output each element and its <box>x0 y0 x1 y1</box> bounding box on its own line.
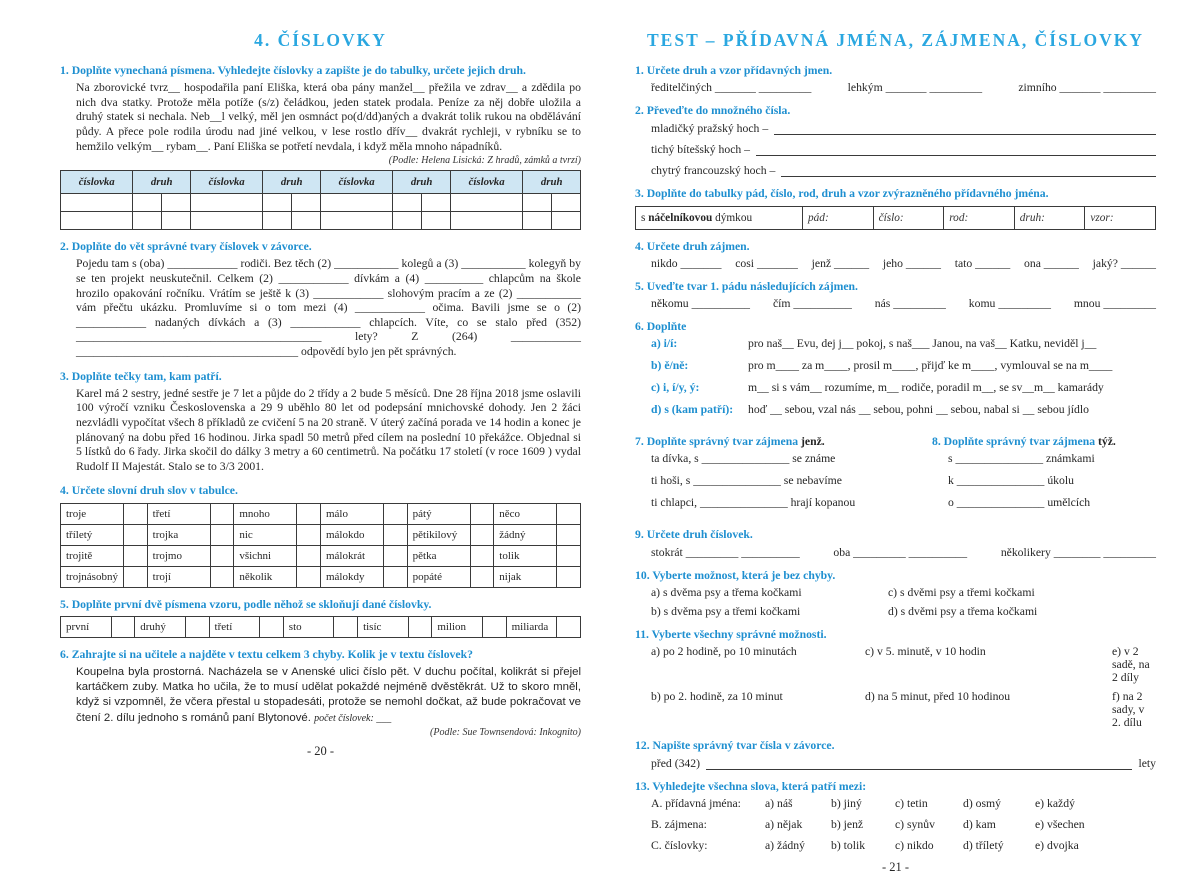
q3-row <box>636 206 1156 229</box>
ex4-blank-cell <box>384 503 408 524</box>
exercise-6-text <box>60 665 581 726</box>
q10-rows <box>635 586 1156 618</box>
ex1-blank-cell <box>393 194 422 212</box>
ex4-blank-cell <box>210 524 234 545</box>
exercise-1 <box>60 63 581 230</box>
ex5-word-cell: druhý <box>135 616 186 637</box>
ex4-blank-cell <box>557 545 581 566</box>
q2-lines <box>635 122 1156 177</box>
q11-option: b) po 2. hodině, za 10 minut <box>651 690 783 704</box>
q10-row <box>635 586 1156 599</box>
q13-option: d) kam <box>963 818 996 832</box>
ex4-word-cell: málokrát <box>320 545 383 566</box>
ex4-blank-cell <box>470 545 494 566</box>
exercise-5-heading: 5. Doplňte první dvě písmena vzoru, podle něhož se skloňují dané číslovky. <box>60 597 432 611</box>
ex4-word-cell: málokdy <box>320 566 383 587</box>
q13-option: c) synův <box>895 818 935 832</box>
q13-option: c) tetin <box>895 797 928 811</box>
ex1-blank-cell <box>450 194 522 212</box>
q13-option: e) všechen <box>1035 818 1085 832</box>
ex4-blank-cell <box>557 524 581 545</box>
q8-line: o _______________ umělcích <box>947 496 1091 510</box>
ex4-blank-cell <box>210 503 234 524</box>
q11-option: c) v 5. minutě, v 10 hodin <box>865 645 986 659</box>
q9-line-seg: několikery ________ _________ <box>1000 545 1156 559</box>
ex1-col-druh: druh <box>263 171 321 194</box>
q13-option: a) žádný <box>765 839 805 853</box>
q4-line-seg: nikdo _______ <box>651 256 722 270</box>
q10-option: b) s dvěma psy a třemi kočkami <box>651 604 801 618</box>
ex5-blank-cell <box>408 616 432 637</box>
q6-text: pro m____ za m____, prosil m____, přijď ke m____, vymlouval se na m____ <box>748 359 1113 373</box>
exercise-2-heading: 2. Doplňte do vět správné tvary číslovek v závorce. <box>60 240 312 254</box>
q12-line <box>635 757 1156 770</box>
q11-rows <box>635 645 1156 729</box>
question-4 <box>635 239 1156 270</box>
q8-line: s _______________ známkami <box>947 452 1095 466</box>
ex1-blank-cell <box>292 194 321 212</box>
ex4-blank-cell <box>210 566 234 587</box>
q2-blank-line <box>774 122 1156 135</box>
exercise-3-heading: 3. Doplňte tečky tam, kam patří. <box>60 369 222 383</box>
ex1-col-cislovka: číslovka <box>190 171 262 194</box>
question-10-heading: 10. Vyberte možnost, která je bez chyby. <box>635 568 836 582</box>
q2-blank-line <box>781 164 1156 177</box>
ex1-blank-cell <box>61 194 133 212</box>
ex5-blank-cell <box>482 616 506 637</box>
q2-line-text: chytrý francouzský hoch – <box>651 164 776 178</box>
question-4-heading: 4. Určete druh zájmen. <box>635 239 750 253</box>
ex4-row <box>61 545 581 566</box>
q11-option: a) po 2 hodině, po 10 minutách <box>651 645 797 659</box>
question-11 <box>635 627 1156 729</box>
ex1-blank-cell <box>162 194 191 212</box>
exercise-6-source: (Podle: Sue Townsendová: Inkognito) <box>430 726 581 738</box>
ex1-blank-cell <box>190 212 262 230</box>
ex4-blank-cell <box>297 545 321 566</box>
exercise-3-text: Karel má 2 sestry, jedné sestře je 7 let a půjde do 2 třídy a 2 bude 5 měsíců. Dne 28 října 2018 jsme oslavili 100 výročí vzniku Československa a 29 9 uběhlo 80 let od podepsání mnichovské dohody. Jen 2 žáci nezvládli vypočítat všech 8 příkladů ze cvičení 5 na 20 straně. V úterý začíná porada ve 14 hodin a konec je plánovaný na dobu před 16 hodinou. Jirka spadl 50 metrů před cílem na poslední 10 překážce. Objednal si 5 lístků do 6 řady. Jirka skočil do dálky 3 metry a 60 centimetrů. Na počátku 17 století (v roce 1609 ) vydal Rudolf II Majestát. Stalo se to 3/3 2001. <box>76 386 581 473</box>
q12-post: lety <box>1138 757 1156 771</box>
q6-row <box>635 359 1156 372</box>
q5-line-seg: čím __________ <box>772 297 852 311</box>
exercise-6-body: Koupelna byla prostorná. Nacházela se v Anenské ulici číslo pět. V duchu počítal, kolikrát si přejel kartáčkem zuby. Matka ho učila, že to musí udělat pokaždé nejméně dvěstěkrát. Už to skoro mněl, když si vzpomněl, že včera přestal u stopadesáti, protože se nemohl dočkat, až bude pokračovat ve čtení 2. dílu jednoho s románů paní Blytonové. <box>76 665 581 724</box>
q3-field-cell: číslo: <box>873 206 944 229</box>
question-9 <box>635 527 1156 558</box>
ex1-col-druh: druh <box>393 171 451 194</box>
q10-row <box>635 605 1156 618</box>
q6-row <box>635 381 1156 394</box>
q11-row <box>635 690 1156 729</box>
ex5-word-cell: milion <box>432 616 483 637</box>
ex4-word-cell: troje <box>61 503 124 524</box>
right-page <box>635 26 1156 875</box>
q8-line: k _______________ úkolu <box>947 474 1074 488</box>
left-page-number: - 20 - <box>306 743 335 758</box>
q11-option: e) v 2 sadě, na 2 díly <box>1112 645 1150 685</box>
q13-option: a) náš <box>765 797 793 811</box>
ex5-row <box>61 616 581 637</box>
q7-line: ta dívka, s _______________ se známe <box>651 452 836 466</box>
ex4-table <box>60 503 581 588</box>
ex1-col-druh: druh <box>133 171 191 194</box>
question-12-heading: 12. Napište správný tvar čísla v závorce. <box>635 739 835 753</box>
ex5-word-cell: miliarda <box>506 616 557 637</box>
q6-label: b) ě/ně: <box>651 359 689 373</box>
q13-option: b) tolik <box>831 839 866 853</box>
q13-option: b) jenž <box>831 818 864 832</box>
question-11-heading: 11. Vyberte všechny správné možnosti. <box>635 627 827 641</box>
ex5-word-cell: sto <box>283 616 334 637</box>
ex4-blank-cell <box>210 545 234 566</box>
ex4-word-cell: tříletý <box>61 524 124 545</box>
q13-row <box>635 797 1156 810</box>
ex4-word-cell: všichni <box>234 545 297 566</box>
ex4-blank-cell <box>297 503 321 524</box>
ex1-blank-cell <box>162 212 191 230</box>
q3-label-cell: s náčelníkovou dýmkou <box>636 206 803 229</box>
ex1-col-cislovka: číslovka <box>320 171 392 194</box>
q2-line <box>635 164 1156 177</box>
ex1-header-row <box>61 171 581 194</box>
q4-line-seg: jaký? ______ <box>1092 256 1156 270</box>
ex5-table <box>60 616 581 638</box>
ex4-row <box>61 566 581 587</box>
ex4-word-cell: mnoho <box>234 503 297 524</box>
q2-blank-line <box>756 143 1156 156</box>
question-6-heading: 6. Doplňte <box>635 320 687 334</box>
ex4-blank-cell <box>470 503 494 524</box>
q1-line-seg: lehkým _______ _________ <box>847 81 983 95</box>
ex4-word-cell: pětka <box>407 545 470 566</box>
question-13-heading: 13. Vyhledejte všechna slova, která patří mezi: <box>635 780 867 794</box>
exercise-6-heading: 6. Zahrajte si na učitele a najděte v textu celkem 3 chyby. Kolik je v textu číslovek? <box>60 647 473 661</box>
q4-line-seg: tato ______ <box>954 256 1011 270</box>
ex4-blank-cell <box>297 566 321 587</box>
ex4-blank-cell <box>384 524 408 545</box>
q4-line <box>635 257 1156 270</box>
question-5 <box>635 279 1156 310</box>
q13-row <box>635 839 1156 852</box>
ex1-blank-cell <box>393 212 422 230</box>
q10-option: d) s dvěmi psy a třema kočkami <box>888 604 1038 618</box>
q1-line-seg: zimního _______ _________ <box>1018 81 1156 95</box>
ex4-word-cell: něco <box>494 503 557 524</box>
exercise-3 <box>60 369 581 475</box>
ex4-word-cell: nic <box>234 524 297 545</box>
q6-text: m__ si s vám__ rozumíme, m__ rodiče, poradil m__, se sv__m__ kamarády <box>748 381 1104 395</box>
ex4-word-cell: nijak <box>494 566 557 587</box>
ex4-word-cell: trojka <box>147 524 210 545</box>
q5-line <box>635 297 1156 310</box>
q13-label: B. zájmena: <box>651 818 707 832</box>
ex5-blank-cell <box>334 616 358 637</box>
ex4-blank-cell <box>124 545 148 566</box>
q3-field-cell: pád: <box>803 206 874 229</box>
q4-line-seg: jenž ______ <box>811 256 870 270</box>
q6-label: d) s (kam patří): <box>651 403 734 417</box>
question-10 <box>635 568 1156 618</box>
ex4-word-cell: trojnásobný <box>61 566 124 587</box>
right-page-title: TEST – PŘÍDAVNÁ JMÉNA, ZÁJMENA, ČÍSLOVKY <box>647 30 1144 50</box>
ex4-word-cell: žádný <box>494 524 557 545</box>
q12-pre: před (342) <box>651 757 701 771</box>
exercise-1-source: (Podle: Helena Lisická: Z hradů, zámků a tvrzí) <box>388 155 581 167</box>
question-2 <box>635 103 1156 177</box>
q5-line-seg: nás _________ <box>874 297 946 311</box>
ex1-blank-cell <box>523 212 552 230</box>
q6-text: hoď __ sebou, vzal nás __ sebou, pohni __ sebou, nabal si __ sebou jídlo <box>748 403 1089 417</box>
ex4-blank-cell <box>297 524 321 545</box>
ex1-blank-cell <box>552 194 581 212</box>
ex4-blank-cell <box>124 524 148 545</box>
question-9-heading: 9. Určete druh číslovek. <box>635 528 753 542</box>
ex4-blank-cell <box>470 524 494 545</box>
q13-label: C. číslovky: <box>651 839 708 853</box>
q6-text: pro naš__ Evu, dej j__ pokoj, s naš___ Janou, na vaš__ Katku, neviděl j__ <box>748 337 1097 351</box>
q2-line <box>635 143 1156 156</box>
ex4-word-cell: málo <box>320 503 383 524</box>
q13-option: e) každý <box>1035 797 1075 811</box>
ex4-word-cell: pátý <box>407 503 470 524</box>
q13-option: b) jiný <box>831 797 862 811</box>
exercise-1-heading: 1. Doplňte vynechaná písmena. Vyhledejte číslovky a zapište je do tabulky, určete jejich druh. <box>60 64 526 77</box>
ex4-word-cell: třetí <box>147 503 210 524</box>
questions-7-8 <box>635 425 1156 518</box>
q6-label: a) i/í: <box>651 337 678 351</box>
q13-label: A. přídavná jména: <box>651 797 741 811</box>
ex5-word-cell: první <box>61 616 112 637</box>
ex1-blank-row <box>61 194 581 212</box>
question-12 <box>635 738 1156 770</box>
ex1-blank-cell <box>523 194 552 212</box>
question-5-heading: 5. Uveďte tvar 1. pádu následujících zájmen. <box>635 279 858 293</box>
question-1 <box>635 63 1156 94</box>
q9-line-seg: oba _________ __________ <box>833 545 968 559</box>
q3-field-cell: druh: <box>1014 206 1085 229</box>
q12-blank-line <box>706 757 1132 770</box>
left-page <box>60 26 581 875</box>
ex4-blank-cell <box>557 503 581 524</box>
ex4-blank-cell <box>124 503 148 524</box>
ex5-word-cell: třetí <box>209 616 260 637</box>
q1-line <box>635 81 1156 94</box>
q5-line-seg: mnou _________ <box>1073 297 1156 311</box>
ex4-word-cell: tolik <box>494 545 557 566</box>
q3-table <box>635 206 1156 230</box>
ex1-blank-cell <box>422 212 451 230</box>
q13-option: e) dvojka <box>1035 839 1079 853</box>
question-8-heading: 8. Doplňte správný tvar zájmena týž. <box>931 435 1116 449</box>
question-8 <box>932 425 1156 518</box>
q3-field-cell: rod: <box>944 206 1015 229</box>
ex1-blank-cell <box>190 194 262 212</box>
exercise-1-text: Na zborovické tvrz__ hospodařila paní Eliška, která oba pány manžel__ přežila ve zdrav__ a zdědila po nich dva statky. Protože měla potíže (s/z) čeládkou, jeden statek prodala. Peníze za něj dobře uložila a druhý statek si nechala. Neb__l velký, měl jen osmnáct po(d/dd)aných a dvakrát tolik rukou na obdělávání půdy. A přece pole rodila úrodu nad jiné velkou, v lese rostlo dřív__ dvakrát rychleji, v rybníku se to hemžilo velkým__ rybam__. Paní Eliška se potřetí nevdala, i když měla mnoho nápadníků. <box>76 81 581 153</box>
ex1-blank-cell <box>320 194 392 212</box>
q1-line-seg: ředitelčiných _______ _________ <box>651 81 812 95</box>
ex1-col-cislovka: číslovka <box>61 171 133 194</box>
q2-line <box>635 122 1156 135</box>
ex4-word-cell: málokdo <box>320 524 383 545</box>
ex1-col-druh: druh <box>523 171 581 194</box>
q4-line-seg: cosi _______ <box>735 256 798 270</box>
ex1-blank-cell <box>450 212 522 230</box>
q6-rows <box>635 337 1156 416</box>
ex4-blank-cell <box>384 545 408 566</box>
ex1-blank-cell <box>133 212 162 230</box>
ex4-word-cell: trojí <box>147 566 210 587</box>
q4-line-seg: jeho ______ <box>882 256 941 270</box>
ex4-blank-cell <box>557 566 581 587</box>
q9-line <box>635 546 1156 559</box>
q6-row <box>635 403 1156 416</box>
exercise-2-text: Pojedu tam s (oba) ____________ rodiči. Bez těch (2) ___________ kolegů a (3) ___________ kolegyň by se ten projekt neuskutečnil. Celkem (2) ____________ dívkám a (4) __________ chlapcům na škole hrozilo opakování ročníku. Vrátím se ještě k (3) ____________ slohovým pracím a ze (2) ___________ vám přečtu ukázku. Promluvíme si o tom mezi (4) ____________ očima. Bavili jsme se o (2) ____________ nadaných dívkách a (3) ____________ chlapcích. Víte, co se stalo před (352) __________________________________________ lety? Z (264) ____________ ______________________________________ odpovědí bylo jen pět správných. <box>76 257 581 358</box>
ex1-blank-cell <box>292 212 321 230</box>
ex5-blank-cell <box>185 616 209 637</box>
q5-line-seg: někomu __________ <box>651 297 751 311</box>
question-7 <box>635 425 932 518</box>
exercise-5 <box>60 597 581 638</box>
q7-lines <box>635 452 932 509</box>
question-3-heading: 3. Doplňte do tabulky pád, číslo, rod, druh a vzor zvýrazněného přídavného jména. <box>635 187 1049 201</box>
ex4-blank-cell <box>384 566 408 587</box>
q11-option: d) na 5 minut, před 10 hodinou <box>865 690 1011 704</box>
q4-line-seg: ona ______ <box>1024 256 1079 270</box>
exercise-6-count-blank: počet číslovek: ___ <box>314 712 392 724</box>
ex4-word-cell: trojitě <box>61 545 124 566</box>
ex4-blank-cell <box>124 566 148 587</box>
ex1-blank-cell <box>133 194 162 212</box>
q7-line: ti chlapci, _______________ hrají kopanou <box>651 496 856 510</box>
question-3 <box>635 186 1156 229</box>
exercise-4 <box>60 483 581 587</box>
ex4-word-cell: několik <box>234 566 297 587</box>
ex4-word-cell: trojmo <box>147 545 210 566</box>
question-1-heading: 1. Určete druh a vzor přídavných jmen. <box>635 64 833 77</box>
left-page-title: 4. ČÍSLOVKY <box>254 30 387 50</box>
q7-line: ti hoši, s _______________ se nebavíme <box>651 474 842 488</box>
question-13 <box>635 779 1156 852</box>
right-page-number: - 21 - <box>881 860 910 875</box>
q13-option: c) nikdo <box>895 839 934 853</box>
ex1-table <box>60 170 581 230</box>
q2-line-text: mladičký pražský hoch – <box>651 122 769 136</box>
q2-line-text: tichý bítešský hoch – <box>651 143 751 157</box>
q11-option: f) na 2 sady, v 2. dílu <box>1112 690 1145 730</box>
ex5-blank-cell <box>557 616 581 637</box>
ex4-word-cell: popáté <box>407 566 470 587</box>
ex1-blank-cell <box>263 194 292 212</box>
q9-line-seg: stokrát _________ __________ <box>651 545 800 559</box>
q5-line-seg: komu _________ <box>968 297 1051 311</box>
ex1-col-cislovka: číslovka <box>450 171 522 194</box>
question-6 <box>635 319 1156 416</box>
q13-row <box>635 818 1156 831</box>
q13-option: a) nějak <box>765 818 803 832</box>
ex5-blank-cell <box>111 616 135 637</box>
q6-row <box>635 337 1156 350</box>
ex4-row <box>61 503 581 524</box>
q3-field-cell: vzor: <box>1085 206 1156 229</box>
ex1-blank-cell <box>320 212 392 230</box>
question-7-heading: 7. Doplňte správný tvar zájmena jenž. <box>635 435 825 449</box>
ex4-row <box>61 524 581 545</box>
exercise-2 <box>60 239 581 359</box>
q8-lines <box>932 452 1156 509</box>
ex1-blank-cell <box>552 212 581 230</box>
ex4-blank-cell <box>470 566 494 587</box>
q13-option: d) tříletý <box>963 839 1004 853</box>
q6-label: c) i, í/y, ý: <box>651 381 700 395</box>
ex5-blank-cell <box>260 616 284 637</box>
ex4-word-cell: pětikilový <box>407 524 470 545</box>
q10-option: c) s dvěmi psy a třemi kočkami <box>888 585 1035 599</box>
ex1-blank-cell <box>263 212 292 230</box>
ex1-blank-row <box>61 212 581 230</box>
q13-rows <box>635 797 1156 852</box>
q10-option: a) s dvěma psy a třema kočkami <box>651 585 802 599</box>
q13-option: d) osmý <box>963 797 1001 811</box>
ex1-blank-cell <box>422 194 451 212</box>
ex5-word-cell: tisíc <box>358 616 409 637</box>
exercise-4-heading: 4. Určete slovní druh slov v tabulce. <box>60 484 238 498</box>
q11-row <box>635 645 1156 684</box>
ex1-blank-cell <box>61 212 133 230</box>
exercise-6 <box>60 647 581 738</box>
question-2-heading: 2. Převeďte do množného čísla. <box>635 104 791 118</box>
